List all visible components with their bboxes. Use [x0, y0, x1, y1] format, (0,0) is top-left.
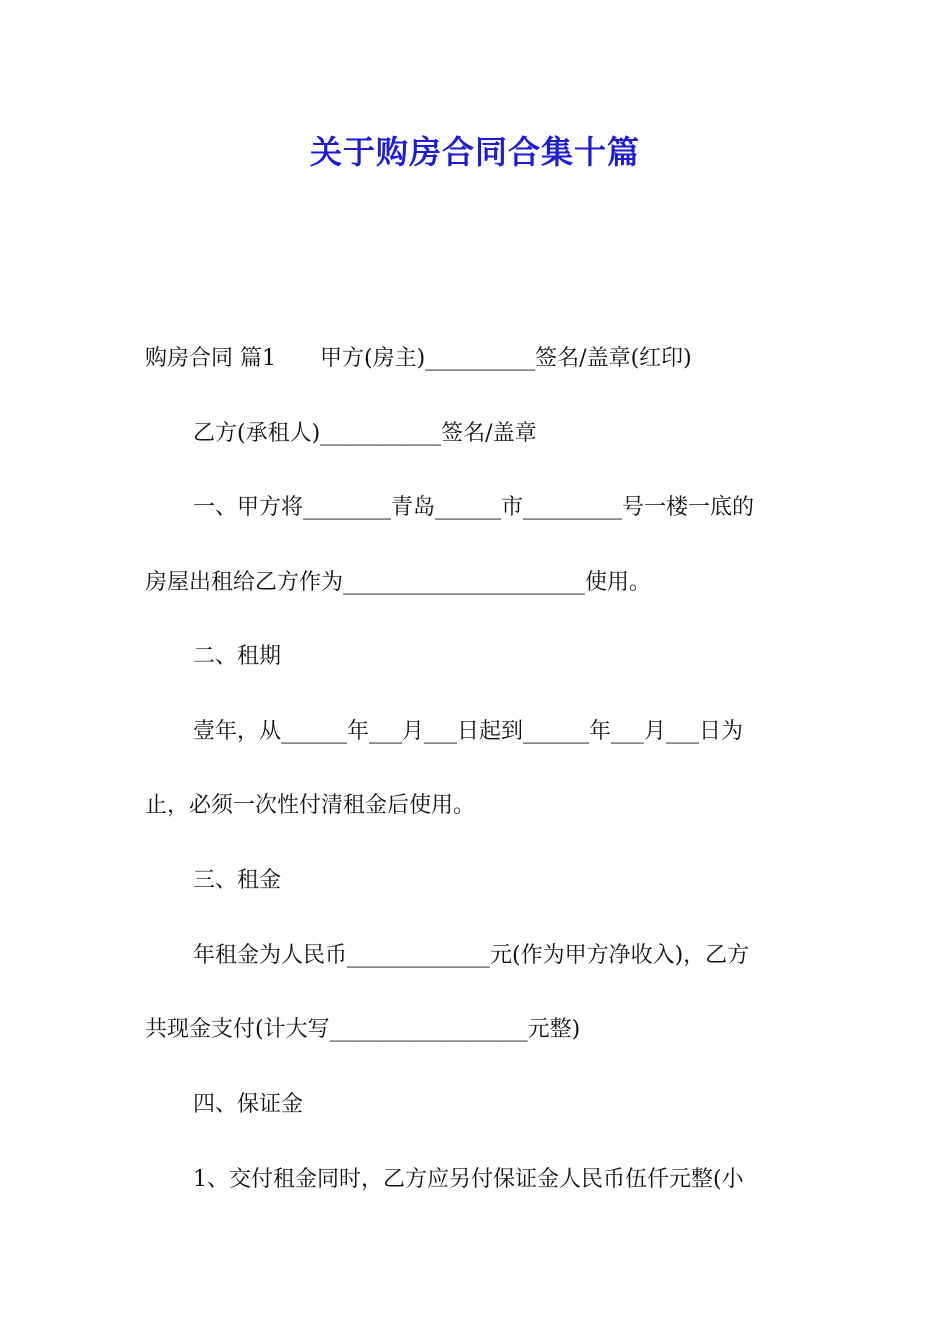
clause-1-line-1: 一、甲方将________青岛______市_________号一楼一底的 [193, 495, 755, 520]
clause-2-line-1: 壹年，从______年___月___日起到______年___月___日为 [193, 719, 744, 744]
document-title: 关于购房合同合集十篇 [309, 133, 640, 171]
clause-2-heading: 二、租期 [193, 644, 282, 669]
clause-3-line-1: 年租金为人民币_____________元(作为甲方净收入)，乙方 [193, 943, 750, 968]
clause-3-line-2: 共现金支付(计大写__________________元整) [145, 1017, 581, 1042]
clause-1-line-2: 房屋出租给乙方作为______________________使用。 [145, 570, 652, 595]
clause-4-heading: 四、保证金 [193, 1092, 304, 1117]
contract-section-label: 购房合同 篇1 [145, 346, 276, 371]
clause-2-line-2: 止，必须一次性付清租金后使用。 [145, 793, 476, 818]
party-a-signature-line: 甲方(房主)__________签名/盖章(红印) [320, 346, 692, 371]
clause-4-line-1: 1、交付租金同时，乙方应另付保证金人民币伍仟元整(小 [193, 1167, 744, 1192]
contract-heading-line [145, 341, 810, 377]
clause-3-heading: 三、租金 [193, 868, 282, 893]
party-b-signature-line: 乙方(承租人)___________签名/盖章 [193, 421, 537, 446]
